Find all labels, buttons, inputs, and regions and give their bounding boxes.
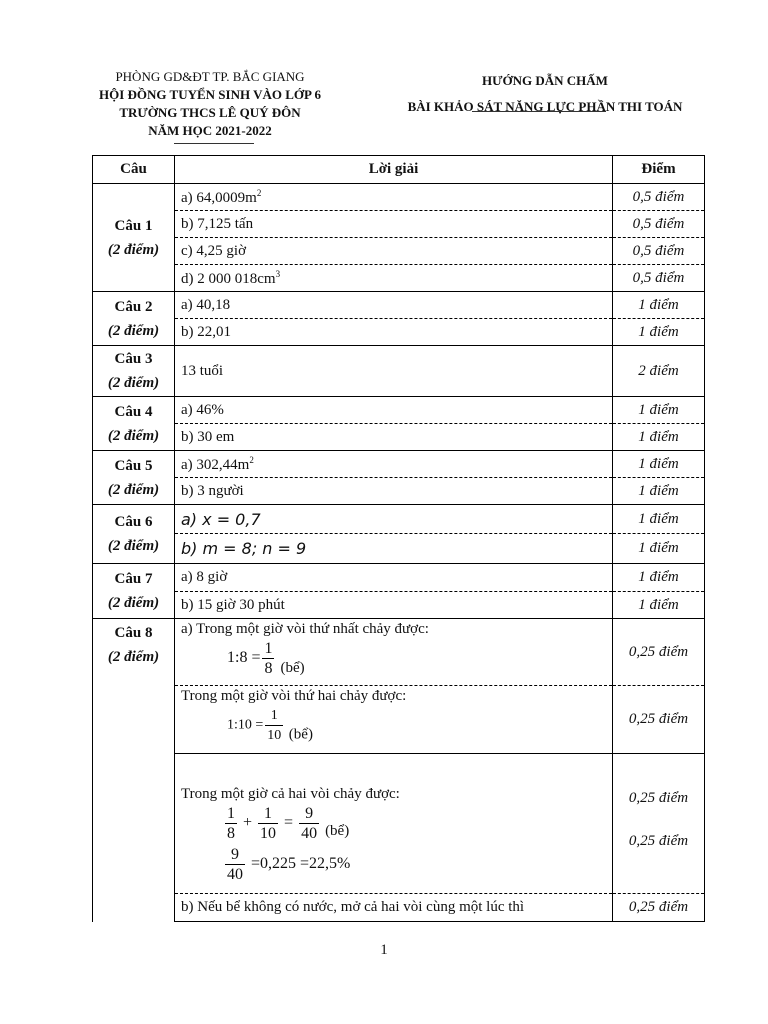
- numerator: 9: [225, 845, 245, 865]
- table-row: [93, 754, 705, 894]
- document-subtitle: BÀI KHẢO SÁT NĂNG LỰC PHẦN THI TOÁN: [407, 99, 683, 114]
- solution-cell: b) 15 giờ 30 phút: [175, 592, 613, 619]
- equation: [181, 845, 606, 884]
- superscript: 2: [249, 454, 254, 465]
- solution-text: Trong một giờ cả hai vòi chảy được:: [181, 786, 400, 802]
- numerator: 1: [258, 804, 278, 824]
- question-points: (2 điểm): [107, 649, 160, 665]
- table-row: [93, 534, 705, 564]
- solution-cell: [175, 619, 613, 686]
- equals-sign: =: [284, 814, 294, 832]
- question-cell: [93, 397, 175, 451]
- table-row: [93, 478, 705, 505]
- question-cell: [93, 564, 175, 619]
- numerator: 9: [299, 804, 319, 824]
- score-cell: 0,5 điểm: [613, 211, 705, 238]
- score-text: 0,25 điểm: [628, 790, 689, 806]
- table-row: [93, 564, 705, 592]
- solution-cell: [175, 686, 613, 754]
- solution-cell: b) 7,125 tấn: [175, 211, 613, 238]
- score-text: 0,25 điểm: [628, 833, 689, 849]
- score-cell: 1 điểm: [613, 319, 705, 346]
- question-cell: [93, 619, 175, 922]
- question-points: (2 điểm): [107, 481, 160, 498]
- solution-cell: b) 30 em: [175, 424, 613, 451]
- solution-cell: a) 8 giờ: [175, 564, 613, 592]
- superscript: 3: [275, 268, 281, 279]
- question-name: Câu 2: [114, 298, 153, 315]
- denominator: 10: [267, 728, 282, 743]
- header-solution: Lời giải: [175, 156, 613, 184]
- question-name: Câu 6: [114, 514, 153, 530]
- table-row: [93, 686, 705, 754]
- solution-cell: [175, 184, 613, 211]
- equation: [181, 804, 606, 843]
- table-row: [93, 211, 705, 238]
- score-cell: 1 điểm: [613, 292, 705, 319]
- solution-cell: a) 46%: [175, 397, 613, 424]
- table-row: [93, 184, 705, 211]
- score-cell: 1 điểm: [613, 397, 705, 424]
- denominator: 8: [264, 660, 273, 677]
- table-row: [93, 397, 705, 424]
- score-cell: 0,5 điểm: [613, 238, 705, 265]
- table-row: [93, 292, 705, 319]
- score-cell: 1 điểm: [613, 505, 705, 534]
- score-cell: 1 điểm: [613, 564, 705, 592]
- question-cell: [93, 184, 175, 292]
- score-cell: 0,5 điểm: [613, 265, 705, 292]
- fraction: [265, 706, 283, 745]
- solution-cell: a) x = 0,7: [175, 505, 613, 534]
- table-row: [93, 346, 705, 397]
- equation-left: 1:8 =: [227, 649, 261, 667]
- question-points: (2 điểm): [107, 595, 160, 611]
- table-row: [93, 424, 705, 451]
- solution-text: a) 64,0009m: [181, 189, 257, 206]
- solution-text: d) 2 000 018cm: [181, 270, 276, 287]
- fraction: [258, 804, 278, 843]
- score-cell: 2 điểm: [613, 346, 705, 397]
- solution-cell: [175, 451, 613, 478]
- solution-cell: b) 3 người: [175, 478, 613, 505]
- question-name: Câu 8: [114, 625, 153, 641]
- question-name: Câu 7: [114, 571, 153, 587]
- question-name: Câu 1: [114, 217, 153, 234]
- solution-text: a) Trong một giờ vòi thứ nhất chảy được:: [181, 621, 429, 637]
- question-name: Câu 3: [114, 351, 153, 367]
- header-right-underline: [472, 111, 606, 112]
- table-row: [93, 319, 705, 346]
- score-cell: 1 điểm: [613, 478, 705, 505]
- question-points: (2 điểm): [107, 322, 160, 339]
- question-cell: [93, 292, 175, 346]
- numerator: 1: [264, 640, 273, 657]
- header-score: Điểm: [613, 156, 705, 184]
- denominator: 40: [301, 825, 318, 842]
- table-row: [93, 505, 705, 534]
- solution-cell: [175, 265, 613, 292]
- question-points: (2 điểm): [107, 375, 160, 391]
- question-points: (2 điểm): [107, 538, 160, 554]
- fraction: [262, 639, 274, 678]
- header-left: [70, 68, 350, 140]
- department-name: PHÒNG GD&ĐT TP. BẮC GIANG: [115, 69, 305, 84]
- denominator: 40: [227, 866, 243, 883]
- unit-text: (bể): [325, 823, 350, 840]
- score-cell: 0,25 điểm: [613, 686, 705, 754]
- solution-text: a) 302,44m: [181, 456, 250, 473]
- question-cell: [93, 346, 175, 397]
- score-cell: 0,25 điểm: [613, 894, 705, 922]
- equation: [181, 706, 606, 745]
- solution-cell: [175, 754, 613, 894]
- score-cell: 0,5 điểm: [613, 184, 705, 211]
- solution-cell: b) 22,01: [175, 319, 613, 346]
- page-number: 1: [380, 942, 388, 958]
- table-row: [93, 238, 705, 265]
- question-name: Câu 4: [114, 403, 153, 420]
- superscript: 2: [256, 187, 262, 198]
- table-row: [93, 265, 705, 292]
- score-cell: 0,25 điểm: [613, 619, 705, 686]
- question-cell: [93, 505, 175, 564]
- table-row: [93, 592, 705, 619]
- denominator: 8: [227, 825, 235, 842]
- table-row: [93, 451, 705, 478]
- score-cell: [613, 754, 705, 894]
- solution-text: Trong một giờ vòi thứ hai chảy được:: [181, 688, 407, 704]
- numerator: 1: [265, 706, 283, 726]
- solution-cell: c) 4,25 giờ: [175, 238, 613, 265]
- solution-cell: b) m = 8; n = 9: [175, 534, 613, 564]
- score-cell: 1 điểm: [613, 451, 705, 478]
- table-row: [93, 619, 705, 686]
- plus-sign: +: [243, 814, 253, 832]
- fraction: [299, 804, 319, 843]
- question-points: (2 điểm): [107, 241, 160, 258]
- header-right: [372, 68, 718, 120]
- document-title: HƯỚNG DẪN CHẤM: [482, 73, 608, 88]
- unit-text: (bể): [280, 660, 305, 677]
- solution-cell: 13 tuổi: [175, 346, 613, 397]
- score-cell: 1 điểm: [613, 534, 705, 564]
- denominator: 10: [260, 825, 277, 842]
- fraction: [225, 804, 237, 843]
- score-cell: 1 điểm: [613, 424, 705, 451]
- fraction: [225, 845, 245, 884]
- equation-result: =0,225 =22,5%: [251, 855, 351, 873]
- school-year: NĂM HỌC 2021-2022: [148, 123, 272, 138]
- equation-left: 1:10 =: [227, 717, 264, 733]
- header-left-underline: [174, 143, 254, 144]
- table-header-row: [93, 156, 705, 184]
- question-name: Câu 5: [114, 457, 153, 474]
- question-cell: [93, 451, 175, 505]
- equation: [181, 639, 606, 678]
- grading-table: [92, 155, 705, 922]
- header-question: Câu: [93, 156, 175, 184]
- score-cell: 1 điểm: [613, 592, 705, 619]
- question-points: (2 điểm): [107, 427, 160, 444]
- council-name: HỘI ĐỒNG TUYỂN SINH VÀO LỚP 6: [98, 87, 321, 102]
- table-row: [93, 894, 705, 922]
- unit-text: (bể): [288, 726, 313, 743]
- numerator: 1: [227, 805, 235, 822]
- solution-cell: b) Nếu bể không có nước, mở cả hai vòi cùng một lúc thì: [175, 894, 613, 922]
- solution-cell: a) 40,18: [175, 292, 613, 319]
- school-name: TRƯỜNG THCS LÊ QUÝ ĐÔN: [119, 105, 301, 120]
